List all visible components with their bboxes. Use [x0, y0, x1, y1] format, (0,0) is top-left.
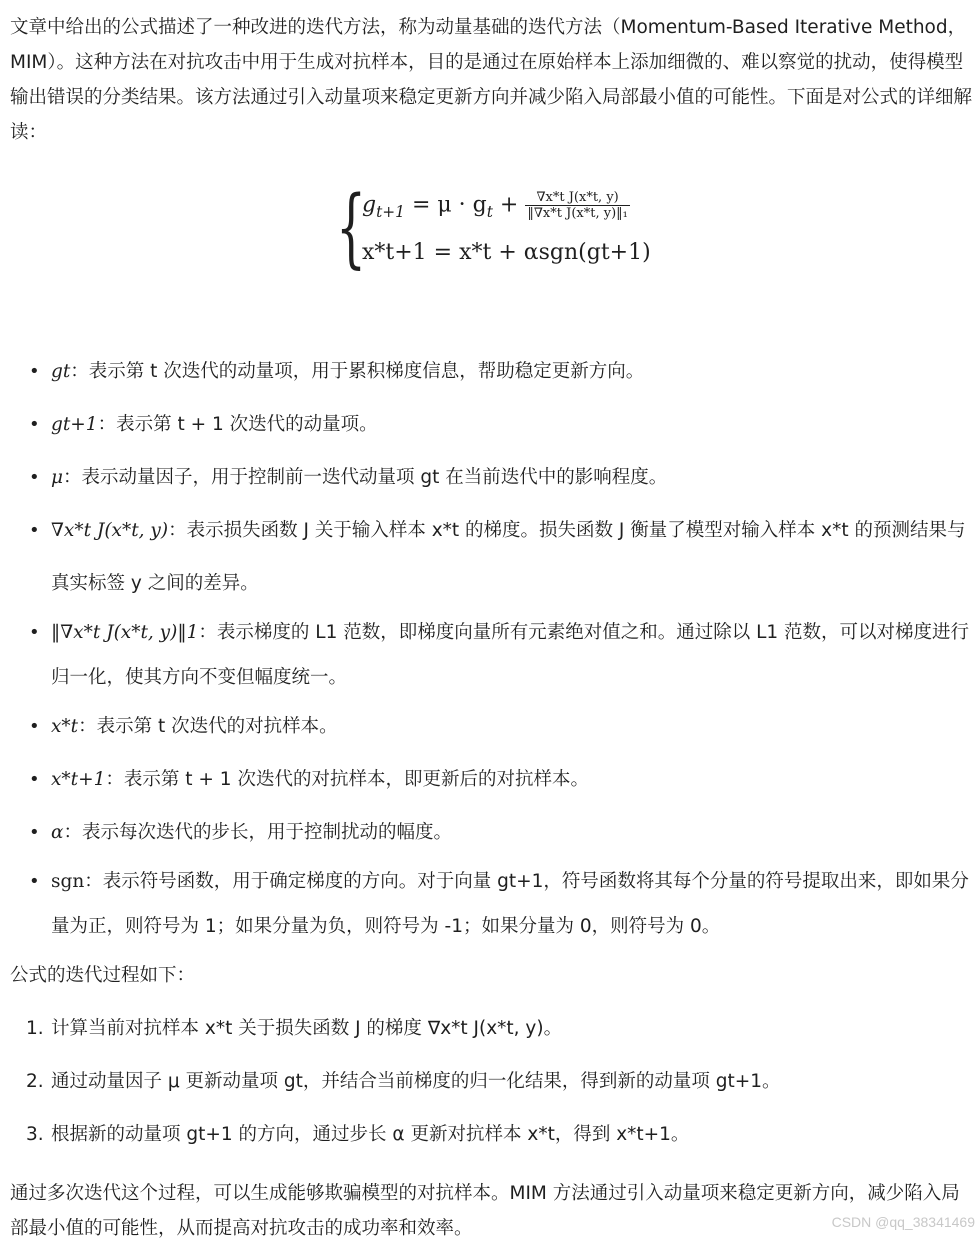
list-item: [10, 700, 975, 753]
step-text: 根据新的动量项 gt+1 的方向，通过步长 α 更新对抗样本 x*t，得到 x*t+1。: [51, 1124, 690, 1145]
symbol-list: [10, 345, 975, 949]
symbol: μ: [51, 467, 64, 488]
symbol-description: ：表示每次迭代的步长，用于控制扰动的幅度。: [63, 822, 453, 843]
step-item: 1. 计算当前对抗样本 x*t 关于损失函数 J 的梯度 ∇x*t J(x*t, y)。: [10, 1002, 975, 1055]
list-item: [10, 345, 975, 398]
list-item: [10, 806, 975, 859]
list-item: [10, 504, 975, 610]
formula-brace: {: [336, 178, 367, 278]
symbol-description: ：表示第 t 次迭代的动量项，用于累积梯度信息，帮助稳定更新方向。: [70, 361, 645, 382]
formula-fraction: [525, 190, 630, 221]
symbol: ∇x*t J(x*t, y): [51, 520, 169, 541]
steps-heading: 公式的迭代过程如下：: [10, 965, 196, 986]
symbol-description: ：表示动量因子，用于控制前一迭代动量项 gt 在当前迭代中的影响程度。: [63, 467, 668, 488]
article: [10, 10, 975, 1246]
list-item: [10, 859, 975, 949]
symbol-description: ：表示第 t + 1 次迭代的对抗样本，即更新后的对抗样本。: [105, 769, 589, 790]
symbol: x*t+1: [51, 769, 106, 790]
step-text: 通过动量因子 μ 更新动量项 gt，并结合当前梯度的归一化结果，得到新的动量项 gt+1。: [51, 1071, 781, 1092]
intro-paragraph: 文章中给出的公式描述了一种改进的迭代方法，称为动量基础的迭代方法（Momentum-Based Iterative Method，MIM）。这种方法在对抗攻击中用于生成对抗样本，目的是通过在原始样本上添加细微的、难以察觉的扰动，使得模型输出错误的分类结果。该方法通过引入动量项来稳定更新方向并减少陷入局部最小值的可能性。下面是对公式的详细解读：: [10, 17, 973, 143]
step-item: 2. 通过动量因子 μ 更新动量项 gt，并结合当前梯度的归一化结果，得到新的动量项 gt+1。: [10, 1055, 975, 1108]
formula-row-momentum: $g_{t+1} = \mu \cdot g_t$ + $\frac{\text{∇x*t J(x*t, y)}}{\text{‖∇x*t J(x*t, y)‖₁}}$: [362, 190, 628, 221]
symbol: gt+1: [51, 414, 98, 435]
symbol: x*t: [51, 716, 79, 737]
list-item: [10, 610, 975, 700]
step-item: 3. 根据新的动量项 gt+1 的方向，通过步长 α 更新对抗样本 x*t，得到 x*t+1。: [10, 1108, 975, 1161]
steps-list: [10, 1002, 975, 1161]
symbol-description: ：表示第 t + 1 次迭代的动量项。: [97, 414, 378, 435]
step-text: 计算当前对抗样本 x*t 关于损失函数 J 的梯度 ∇x*t J(x*t, y)。: [51, 1018, 563, 1039]
conclusion-paragraph: 通过多次迭代这个过程，可以生成能够欺骗模型的对抗样本。MIM 方法通过引入动量项来稳定更新方向，减少陷入局部最小值的可能性，从而提高对抗攻击的成功率和效率。: [10, 1183, 960, 1239]
list-item: [10, 753, 975, 806]
symbol: gt: [51, 361, 71, 382]
symbol-description: ：表示梯度的 L1 范数，即梯度向量所有元素绝对值之和。通过除以 L1 范数，可以对梯度进行归一化，使其方向不变但幅度统一。: [51, 622, 970, 688]
watermark: CSDN @qq_38341469: [831, 1214, 975, 1230]
symbol-description: ：表示损失函数 J 关于输入样本 x*t 的梯度。损失函数 J 衡量了模型对输入样本 x*t 的预测结果与真实标签 y 之间的差异。: [51, 520, 966, 594]
fraction-numerator: ∇x*t J(x*t, y): [525, 190, 630, 206]
formula-block: [10, 150, 975, 345]
list-item: [10, 451, 975, 504]
symbol: sgn: [51, 871, 85, 892]
fraction-denominator: ‖∇x*t J(x*t, y)‖₁: [527, 206, 628, 221]
symbol: α: [51, 822, 64, 843]
symbol: ‖∇x*t J(x*t, y)‖1: [51, 622, 199, 643]
list-item: [10, 398, 975, 451]
symbol-description: ：表示第 t 次迭代的对抗样本。: [78, 716, 338, 737]
formula-row-update: x*t+1 = x*t + αsgn(gt+1): [362, 240, 651, 265]
symbol-description: ：表示符号函数，用于确定梯度的方向。对于向量 gt+1，符号函数将其每个分量的符号提取出来，即如果分量为正，则符号为 1；如果分量为负，则符号为 -1；如果分量为 0，则符号为 0。: [51, 871, 969, 937]
